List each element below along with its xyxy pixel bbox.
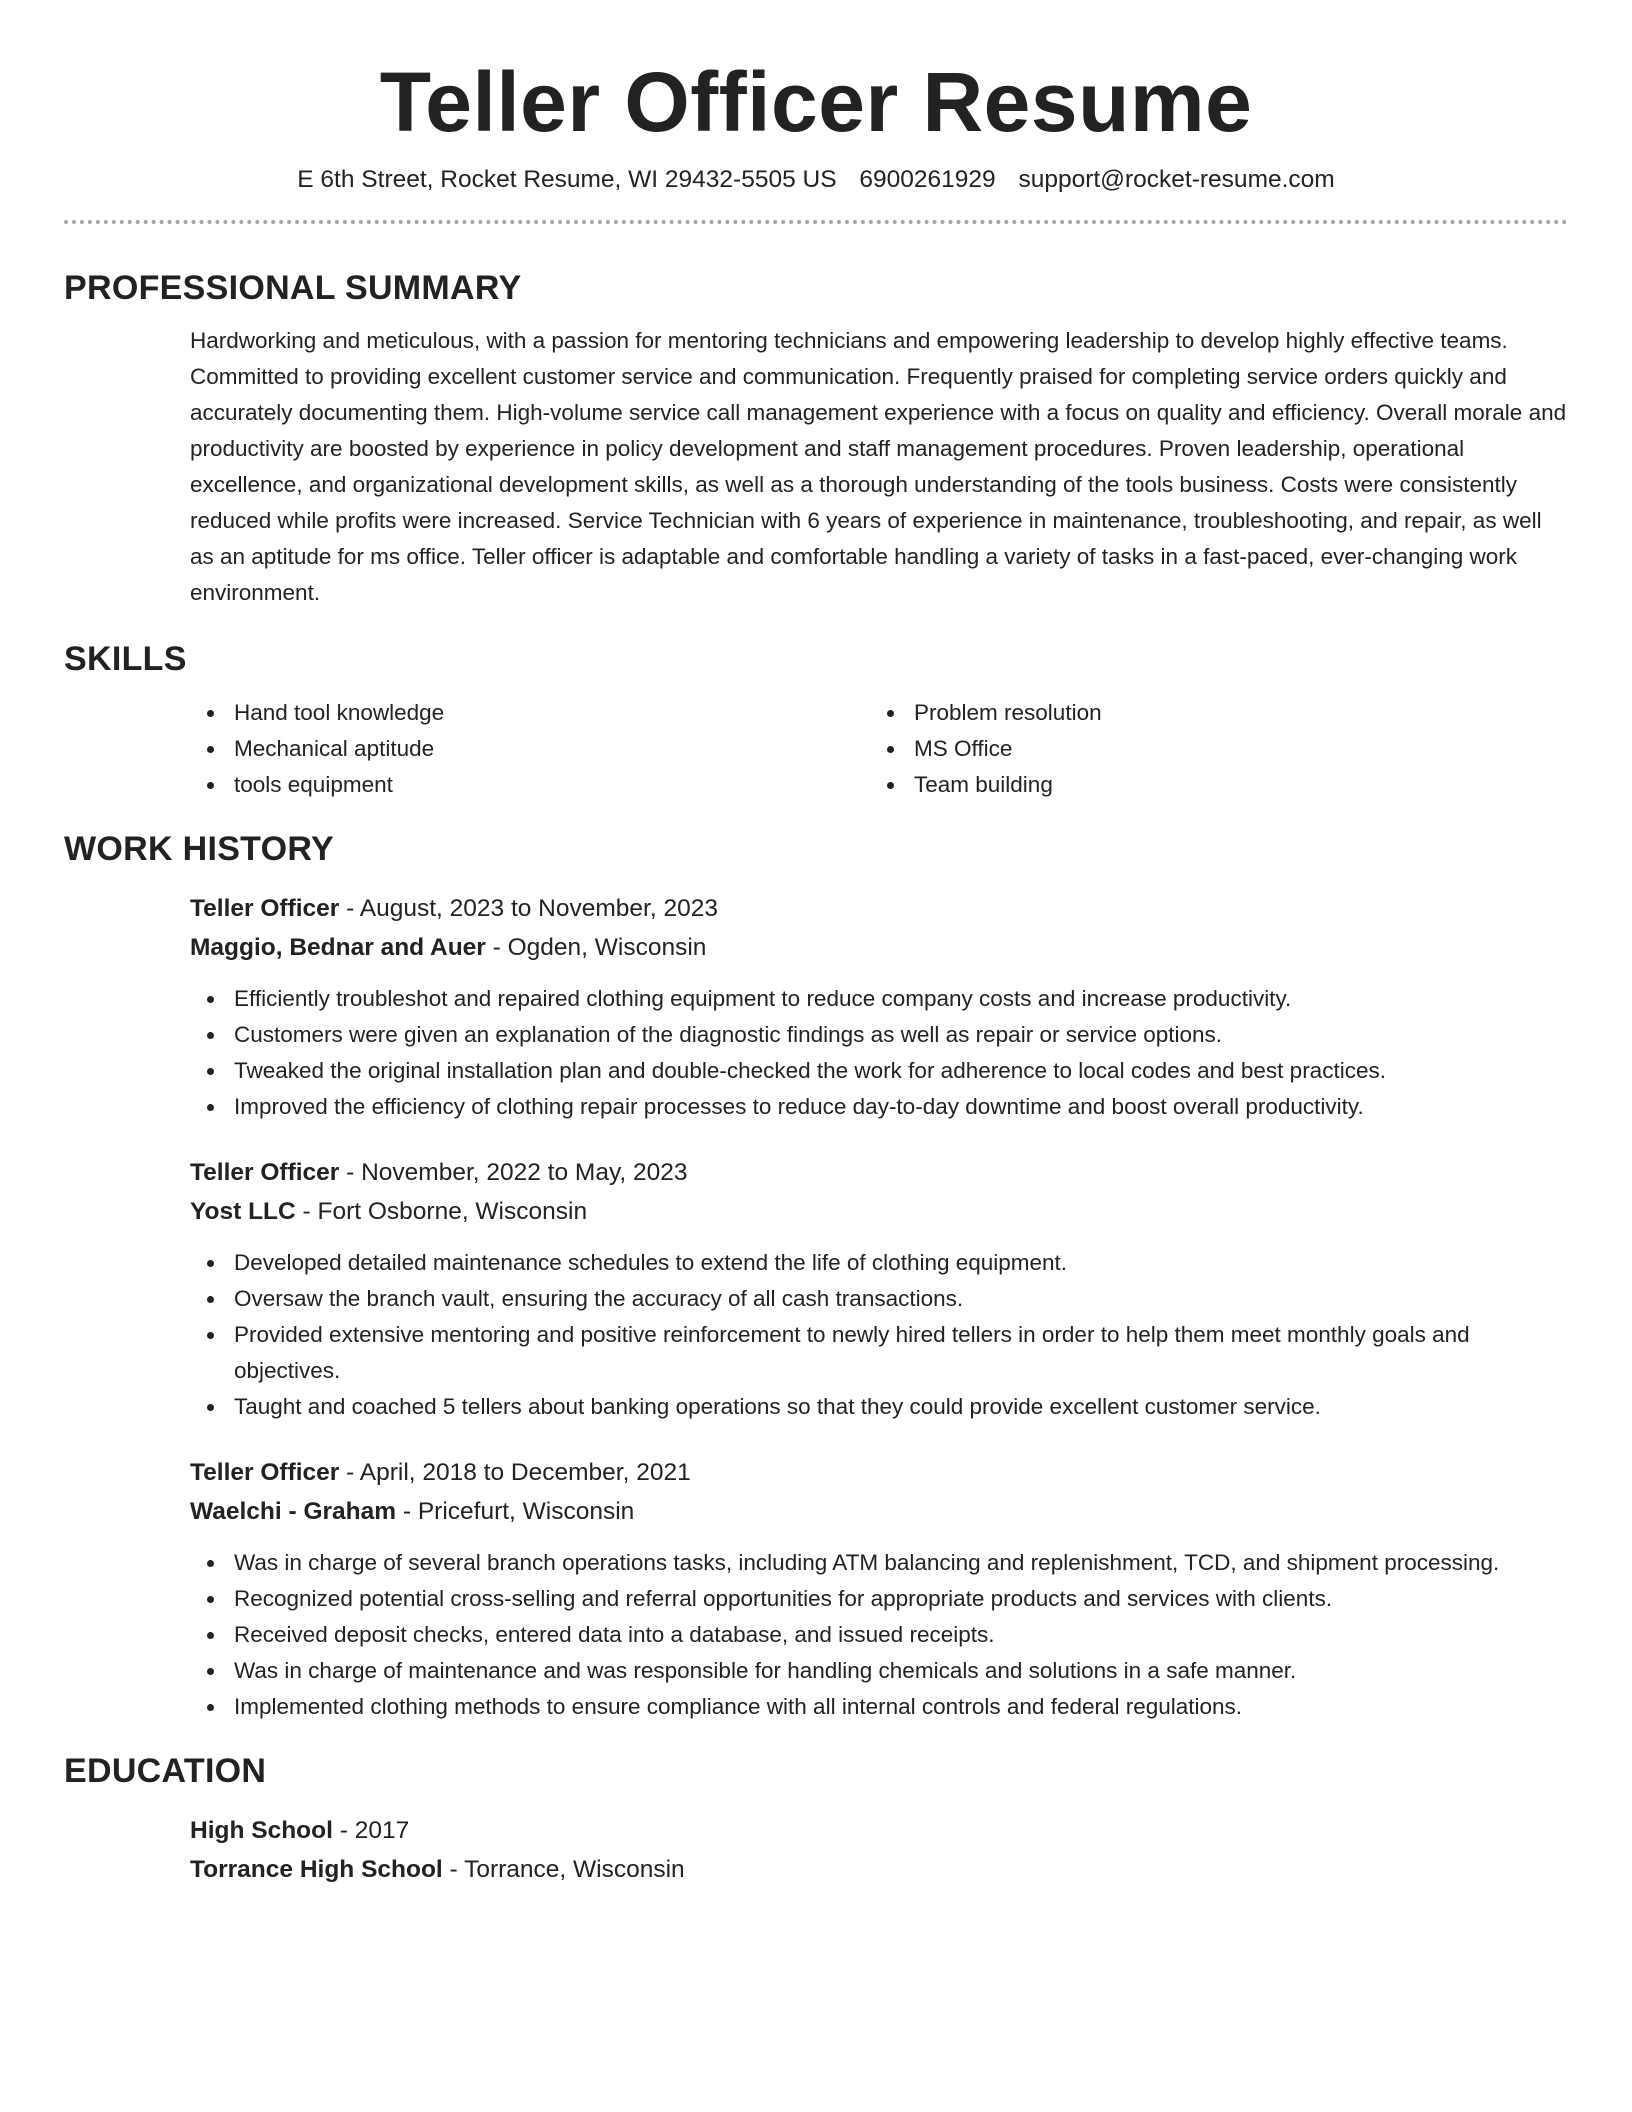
job-bullets	[190, 981, 1568, 1125]
skills-list	[190, 695, 1568, 803]
skill-item: MS Office	[870, 731, 1550, 767]
job-title-line	[190, 1153, 1568, 1192]
job-bullet: Efficiently troubleshot and repaired clothing equipment to reduce company costs and increase productivity.	[190, 981, 1568, 1017]
summary-section	[64, 268, 1568, 611]
job-entry	[190, 889, 1568, 1125]
job-bullet: Recognized potential cross-selling and referral opportunities for appropriate products and services with clients.	[190, 1581, 1568, 1617]
job-bullet: Was in charge of several branch operations tasks, including ATM balancing and replenishment, TCD, and shipment processing.	[190, 1545, 1568, 1581]
job-bullet: Implemented clothing methods to ensure compliance with all internal controls and federal regulations.	[190, 1689, 1568, 1725]
skills-heading: SKILLS	[64, 640, 187, 678]
job-bullet: Customers were given an explanation of the diagnostic findings as well as repair or service options.	[190, 1017, 1568, 1053]
work-history-section	[64, 829, 1568, 1725]
job-bullet: Improved the efficiency of clothing repair processes to reduce day-to-day downtime and boost overall productivity.	[190, 1089, 1568, 1125]
contact-email: support@rocket-resume.com	[1018, 166, 1335, 193]
job-title: Teller Officer	[190, 895, 340, 922]
job-company: Yost LLC	[190, 1198, 296, 1225]
job-bullets	[190, 1545, 1568, 1725]
job-bullet: Oversaw the branch vault, ensuring the accuracy of all cash transactions.	[190, 1281, 1568, 1317]
education-location: - Torrance, Wisconsin	[442, 1856, 685, 1883]
job-company-line	[190, 928, 1568, 967]
job-title-line	[190, 1453, 1568, 1492]
skill-item: Mechanical aptitude	[190, 731, 870, 767]
job-company-line	[190, 1192, 1568, 1231]
job-entry	[190, 1453, 1568, 1725]
job-bullet: Taught and coached 5 tellers about banking operations so that they could provide excellent customer service.	[190, 1389, 1568, 1425]
skill-item: Team building	[870, 767, 1550, 803]
job-location: - Pricefurt, Wisconsin	[396, 1498, 635, 1525]
job-location: - Fort Osborne, Wisconsin	[295, 1198, 588, 1225]
skill-item: Hand tool knowledge	[190, 695, 870, 731]
education-school-line	[190, 1850, 1568, 1889]
education-degree-line	[190, 1811, 1568, 1850]
skills-column-right	[870, 695, 1550, 803]
education-year: - 2017	[332, 1817, 410, 1844]
job-bullet: Was in charge of maintenance and was responsible for handling chemicals and solutions in a safe manner.	[190, 1653, 1568, 1689]
job-title: Teller Officer	[190, 1459, 340, 1486]
summary-heading: PROFESSIONAL SUMMARY	[64, 269, 522, 307]
job-company-line	[190, 1492, 1568, 1531]
education-heading: EDUCATION	[64, 1752, 267, 1790]
job-location: - Ogden, Wisconsin	[485, 934, 707, 961]
work-history-heading: WORK HISTORY	[64, 830, 334, 868]
contact-phone: 6900261929	[859, 166, 996, 193]
job-bullet: Received deposit checks, entered data into a database, and issued receipts.	[190, 1617, 1568, 1653]
skills-column-left	[190, 695, 870, 803]
education-degree: High School	[190, 1817, 333, 1844]
page-title: Teller Officer Resume	[379, 55, 1253, 149]
summary-text: Hardworking and meticulous, with a passion for mentoring technicians and empowering leadership to develop highly effective teams. Committed to providing excellent customer service and communication. Frequently praised for completing service orders quickly and accurately documenting them. High-volume service call management experience with a focus on quality and efficiency. Overall morale and productivity are boosted by experience in policy development and staff management procedures. Proven leadership, operational excellence, and organizational development skills, as well as a thorough understanding of the tools business. Costs were consistently reduced while profits were increased. Service Technician with 6 years of experience in maintenance, troubleshooting, and repair, as well as an aptitude for ms office. Teller officer is adaptable and comfortable handling a variety of tasks in a fast-paced, ever-changing work environment.	[190, 328, 1567, 605]
skill-item: tools equipment	[190, 767, 870, 803]
education-school: Torrance High School	[190, 1856, 443, 1883]
skill-item: Problem resolution	[870, 695, 1550, 731]
job-title-line	[190, 889, 1568, 928]
contact-address: E 6th Street, Rocket Resume, WI 29432-5505 US	[297, 166, 837, 193]
job-dates: - November, 2022 to May, 2023	[339, 1159, 688, 1186]
job-bullets	[190, 1245, 1568, 1425]
skills-section	[64, 639, 1568, 803]
job-bullet: Tweaked the original installation plan and double-checked the work for adherence to local codes and best practices.	[190, 1053, 1568, 1089]
job-dates: - April, 2018 to December, 2021	[339, 1459, 691, 1486]
job-dates: - August, 2023 to November, 2023	[339, 895, 718, 922]
job-title: Teller Officer	[190, 1159, 340, 1186]
job-bullet: Provided extensive mentoring and positive reinforcement to newly hired tellers in order to help them meet monthly goals and objectives.	[190, 1317, 1568, 1389]
contact-line	[64, 160, 1568, 208]
job-company: Maggio, Bednar and Auer	[190, 934, 486, 961]
education-entry	[190, 1811, 1568, 1889]
resume-page	[64, 0, 1568, 1889]
job-entry	[190, 1153, 1568, 1425]
job-bullet: Developed detailed maintenance schedules to extend the life of clothing equipment.	[190, 1245, 1568, 1281]
job-company: Waelchi - Graham	[190, 1498, 397, 1525]
header-divider	[64, 220, 1568, 224]
education-section	[64, 1751, 1568, 1889]
